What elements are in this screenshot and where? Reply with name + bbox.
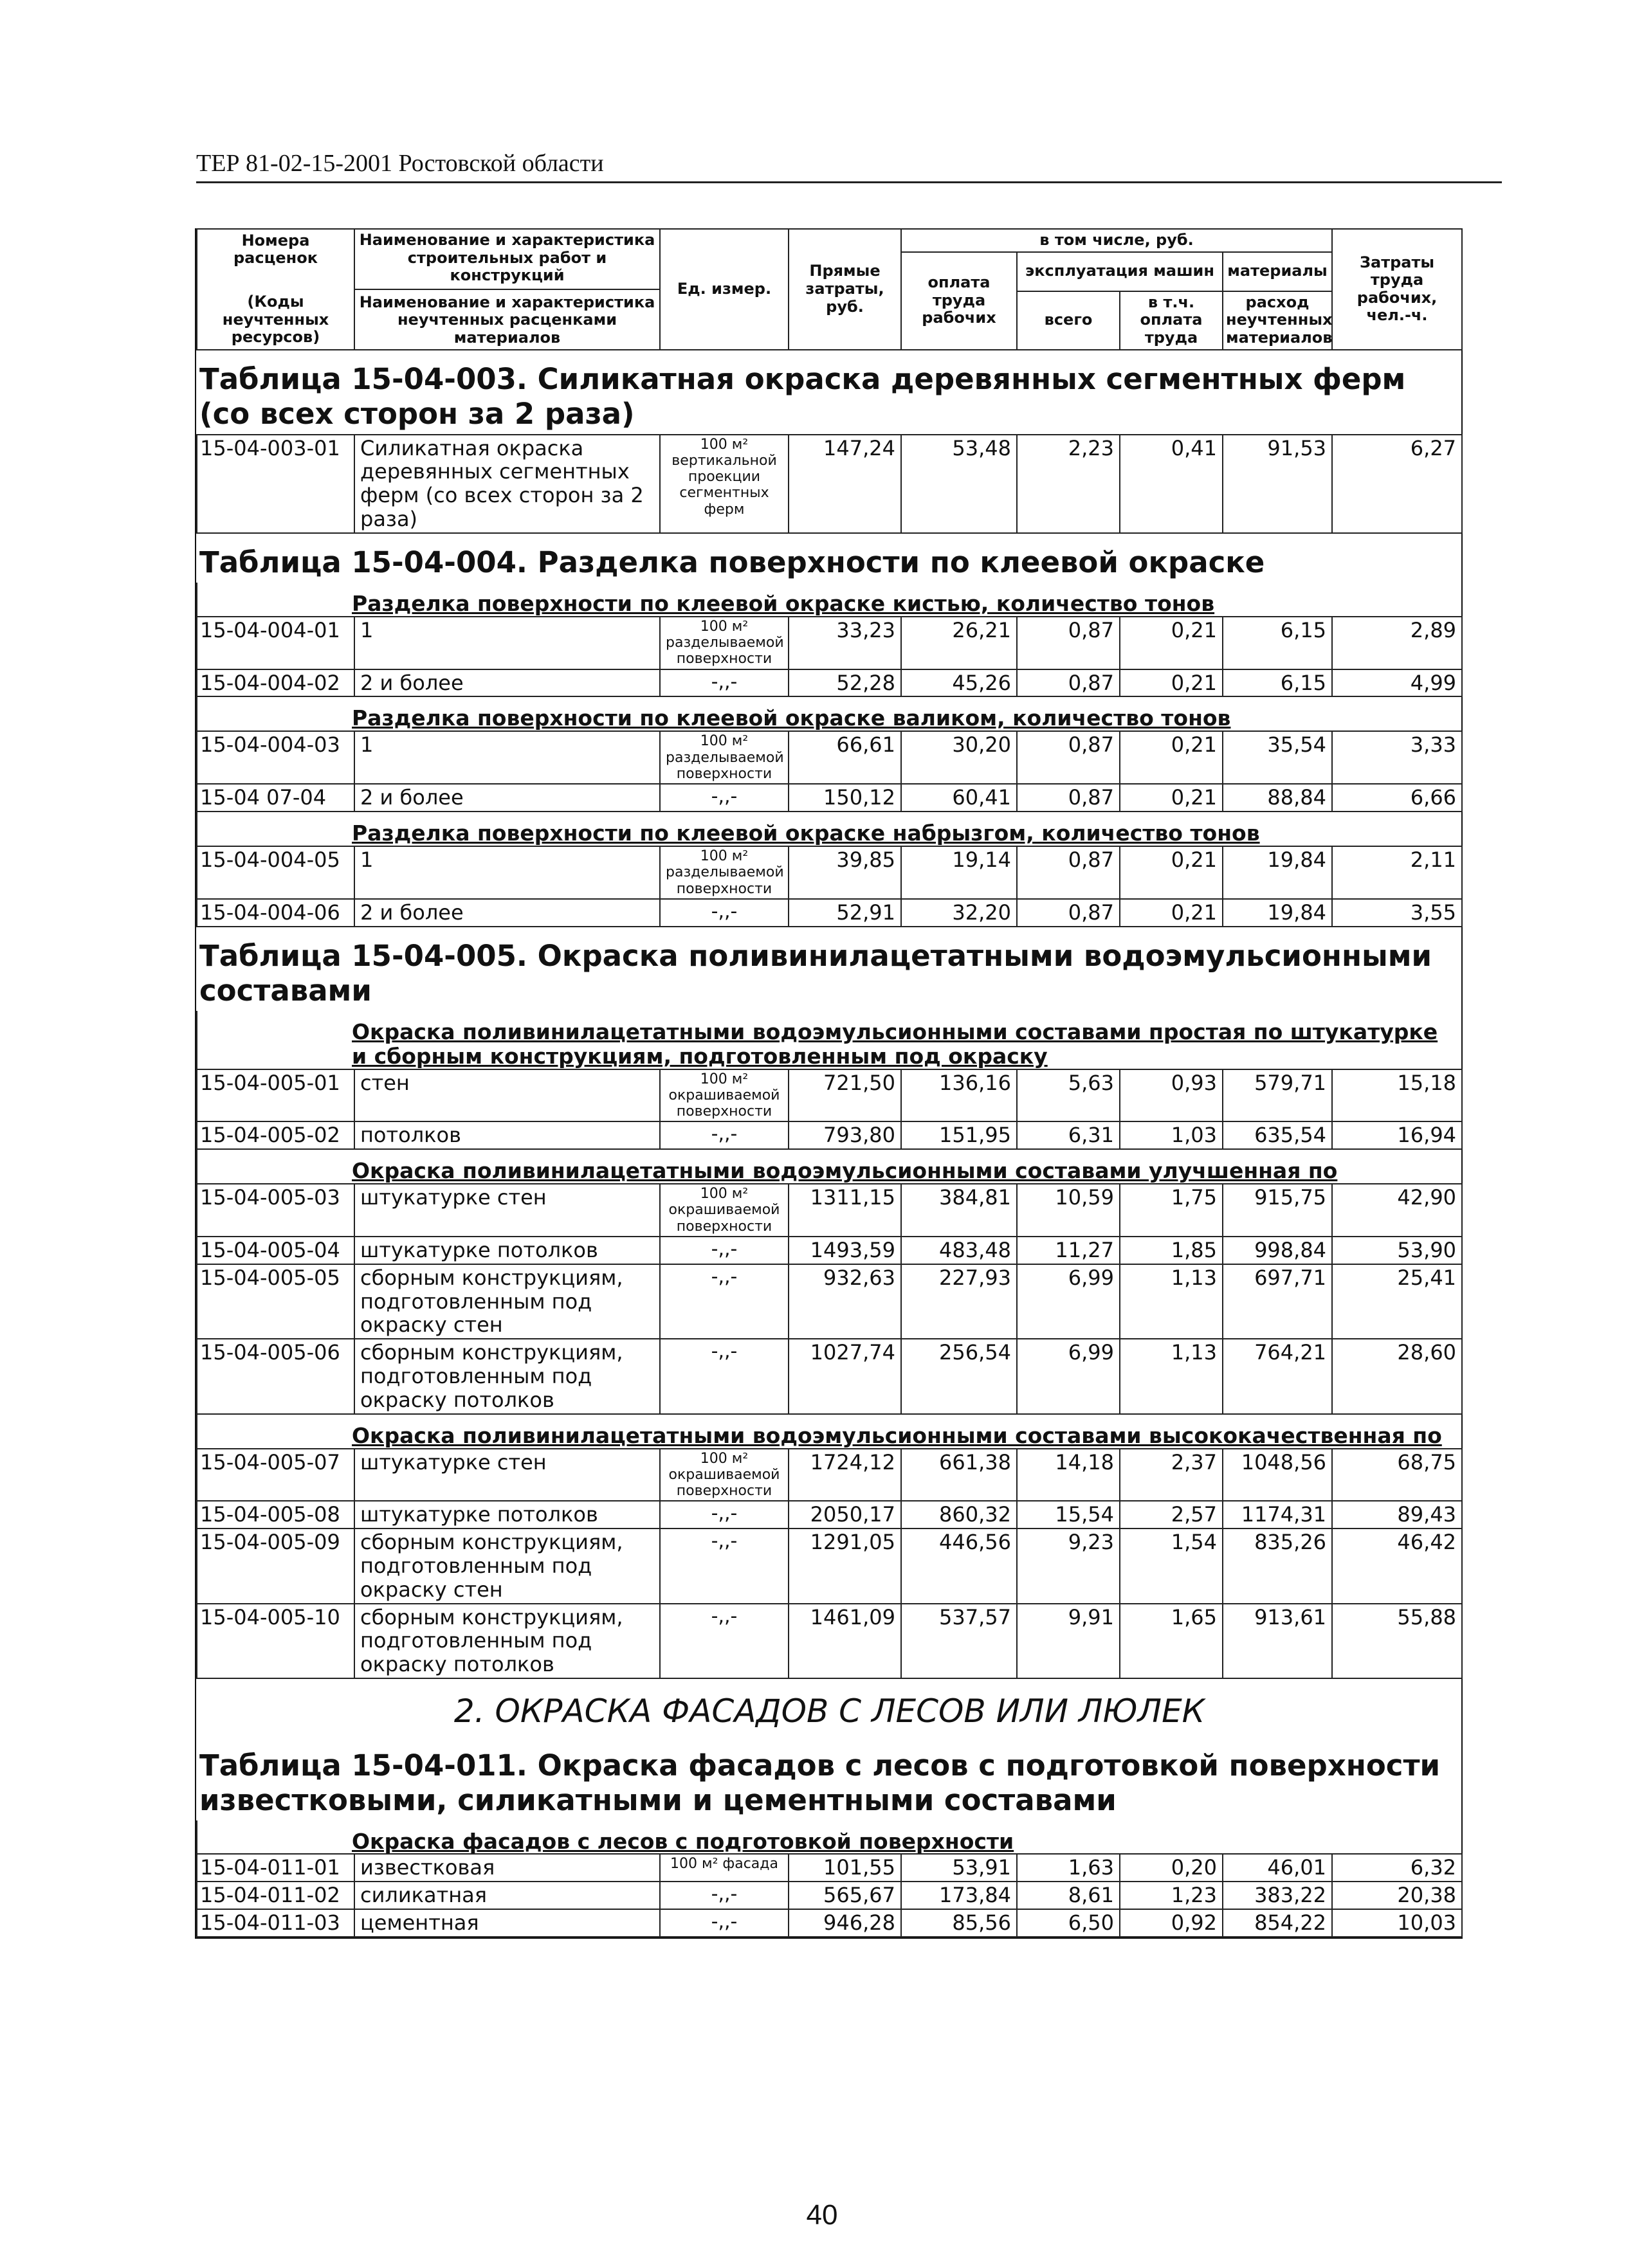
work-name: цементная bbox=[354, 1909, 660, 1937]
table-15-04-011-title bbox=[197, 1737, 1462, 1820]
rate-code: 15-04-004-06 bbox=[197, 899, 354, 927]
work-name: сборным конструкциям, подготовленным под окраску потолков bbox=[354, 1339, 660, 1413]
table-row bbox=[197, 617, 1462, 669]
table-row bbox=[197, 784, 1462, 812]
direct-cost: 33,23 bbox=[789, 617, 901, 669]
col-incl: в том числе, руб. bbox=[901, 229, 1332, 252]
direct-cost: 52,28 bbox=[789, 669, 901, 697]
rate-code: 15-04-004-05 bbox=[197, 846, 354, 899]
unit-cell: 100 м² окрашиваемой поверхности bbox=[660, 1449, 789, 1501]
direct-cost: 39,85 bbox=[789, 846, 901, 899]
labor-cost: 55,88 bbox=[1332, 1604, 1462, 1678]
machines-wage: 0,20 bbox=[1120, 1854, 1223, 1882]
col-codes-bottom: (Коды неучтенных ресурсов) bbox=[222, 292, 329, 347]
machines-total: 15,54 bbox=[1017, 1501, 1120, 1529]
machines-total: 0,87 bbox=[1017, 899, 1120, 927]
unit-cell: -,,- bbox=[660, 1909, 789, 1937]
machines-wage: 0,92 bbox=[1120, 1909, 1223, 1937]
machines-total: 6,31 bbox=[1017, 1121, 1120, 1149]
labor-cost: 25,41 bbox=[1332, 1264, 1462, 1339]
table-15-04-005-sub1 bbox=[197, 1011, 1462, 1069]
machines-total: 8,61 bbox=[1017, 1882, 1120, 1909]
wage-cost: 45,26 bbox=[901, 669, 1017, 697]
table-15-04-003-title bbox=[197, 350, 1462, 435]
unit-cell: 100 м² разделываемой поверхности bbox=[660, 731, 789, 784]
table-15-04-004-sub2 bbox=[197, 696, 1462, 731]
materials-cost: 46,01 bbox=[1223, 1854, 1332, 1882]
work-name: сборным конструкциям, подготовленным под окраску стен bbox=[354, 1264, 660, 1339]
table-row bbox=[197, 1069, 1462, 1122]
direct-cost: 2050,17 bbox=[789, 1501, 901, 1529]
labor-cost: 28,60 bbox=[1332, 1339, 1462, 1413]
materials-cost: 913,61 bbox=[1223, 1604, 1332, 1678]
machines-wage: 1,75 bbox=[1120, 1184, 1223, 1237]
labor-cost: 4,99 bbox=[1332, 669, 1462, 697]
materials-cost: 835,26 bbox=[1223, 1529, 1332, 1603]
materials-cost: 764,21 bbox=[1223, 1339, 1332, 1413]
machines-wage: 0,93 bbox=[1120, 1069, 1223, 1122]
direct-cost: 1311,15 bbox=[789, 1184, 901, 1237]
wage-cost: 227,93 bbox=[901, 1264, 1017, 1339]
work-name: 1 bbox=[354, 617, 660, 669]
wage-cost: 30,20 bbox=[901, 731, 1017, 784]
unit-cell: -,,- bbox=[660, 1604, 789, 1678]
machines-wage: 1,03 bbox=[1120, 1121, 1223, 1149]
direct-cost: 101,55 bbox=[789, 1854, 901, 1882]
table-body bbox=[197, 350, 1462, 1937]
rate-code: 15-04 07-04 bbox=[197, 784, 354, 812]
rate-code: 15-04-003-01 bbox=[197, 435, 354, 533]
labor-cost: 3,55 bbox=[1332, 899, 1462, 927]
table-15-04-004-sub3-text: Разделка поверхности по клеевой окраске набрызгом, количество тонов bbox=[197, 812, 1462, 846]
machines-total: 6,50 bbox=[1017, 1909, 1120, 1937]
col-machines-wage: в т.ч. оплата труда bbox=[1120, 291, 1223, 350]
rate-code: 15-04-005-08 bbox=[197, 1501, 354, 1529]
col-name bbox=[354, 229, 660, 350]
machines-total: 6,99 bbox=[1017, 1264, 1120, 1339]
machines-total: 5,63 bbox=[1017, 1069, 1120, 1122]
labor-cost: 3,33 bbox=[1332, 731, 1462, 784]
work-name: сборным конструкциям, подготовленным под окраску стен bbox=[354, 1529, 660, 1603]
machines-total: 0,87 bbox=[1017, 617, 1120, 669]
table-row bbox=[197, 899, 1462, 927]
table-row bbox=[197, 731, 1462, 784]
direct-cost: 1493,59 bbox=[789, 1237, 901, 1264]
wage-cost: 19,14 bbox=[901, 846, 1017, 899]
wage-cost: 85,56 bbox=[901, 1909, 1017, 1937]
machines-wage: 1,13 bbox=[1120, 1264, 1223, 1339]
unit-cell: -,,- bbox=[660, 1237, 789, 1264]
unit-cell: -,,- bbox=[660, 1264, 789, 1339]
rates-table bbox=[196, 228, 1463, 1937]
machines-wage: 1,85 bbox=[1120, 1237, 1223, 1264]
materials-cost: 579,71 bbox=[1223, 1069, 1332, 1122]
table-15-04-004-sub1 bbox=[197, 583, 1462, 617]
direct-cost: 147,24 bbox=[789, 435, 901, 533]
table-15-04-004-sub1-text: Разделка поверхности по клеевой окраске кистью, количество тонов bbox=[197, 583, 1462, 617]
labor-cost: 6,32 bbox=[1332, 1854, 1462, 1882]
work-name: 2 и более bbox=[354, 669, 660, 697]
wage-cost: 32,20 bbox=[901, 899, 1017, 927]
machines-wage: 1,13 bbox=[1120, 1339, 1223, 1413]
materials-cost: 6,15 bbox=[1223, 669, 1332, 697]
table-15-04-011-sub1 bbox=[197, 1820, 1462, 1855]
unit-cell: 100 м² вертикальной проекции сегментных ферм bbox=[660, 435, 789, 533]
work-name: известковая bbox=[354, 1854, 660, 1882]
table-row bbox=[197, 669, 1462, 697]
table-row bbox=[197, 1121, 1462, 1149]
unit-cell: 100 м² окрашиваемой поверхности bbox=[660, 1069, 789, 1122]
header-rule bbox=[196, 181, 1502, 183]
rate-code: 15-04-004-02 bbox=[197, 669, 354, 697]
col-materials: материалы bbox=[1223, 252, 1332, 291]
table-15-04-004-title bbox=[197, 533, 1462, 583]
col-codes bbox=[197, 229, 354, 350]
work-name: 1 bbox=[354, 731, 660, 784]
wage-cost: 173,84 bbox=[901, 1882, 1017, 1909]
wage-cost: 151,95 bbox=[901, 1121, 1017, 1149]
rate-code: 15-04-004-01 bbox=[197, 617, 354, 669]
wage-cost: 860,32 bbox=[901, 1501, 1017, 1529]
machines-total: 14,18 bbox=[1017, 1449, 1120, 1501]
machines-wage: 0,21 bbox=[1120, 899, 1223, 927]
col-name-bottom: Наименование и характеристика неучтенных расценками материалов bbox=[355, 289, 659, 347]
materials-cost: 915,75 bbox=[1223, 1184, 1332, 1237]
wage-cost: 136,16 bbox=[901, 1069, 1017, 1122]
work-name: силикатная bbox=[354, 1882, 660, 1909]
direct-cost: 1724,12 bbox=[789, 1449, 901, 1501]
labor-cost: 42,90 bbox=[1332, 1184, 1462, 1237]
machines-total: 9,23 bbox=[1017, 1529, 1120, 1603]
work-name: 1 bbox=[354, 846, 660, 899]
rates-table-wrapper bbox=[195, 228, 1463, 1939]
table-15-04-004-sub3 bbox=[197, 812, 1462, 846]
col-wage: оплата труда рабочих bbox=[901, 252, 1017, 350]
table-row bbox=[197, 1449, 1462, 1501]
wage-cost: 446,56 bbox=[901, 1529, 1017, 1603]
col-direct: Прямые затраты, руб. bbox=[789, 229, 901, 350]
materials-cost: 383,22 bbox=[1223, 1882, 1332, 1909]
rate-code: 15-04-005-02 bbox=[197, 1121, 354, 1149]
table-row bbox=[197, 846, 1462, 899]
table-15-04-004-title-text: Таблица 15-04-004. Разделка поверхности по клеевой окраске bbox=[199, 545, 1265, 579]
unit-cell: -,,- bbox=[660, 1501, 789, 1529]
table-15-04-005-title bbox=[197, 927, 1462, 1011]
rate-code: 15-04-005-01 bbox=[197, 1069, 354, 1122]
work-name: штукатурке стен bbox=[354, 1184, 660, 1237]
materials-cost: 1174,31 bbox=[1223, 1501, 1332, 1529]
direct-cost: 721,50 bbox=[789, 1069, 901, 1122]
col-machines: эксплуатация машин bbox=[1017, 252, 1223, 291]
col-materials-unrec: расход неучтенных материалов bbox=[1223, 291, 1332, 350]
direct-cost: 66,61 bbox=[789, 731, 901, 784]
labor-cost: 68,75 bbox=[1332, 1449, 1462, 1501]
unit-cell: 100 м² разделываемой поверхности bbox=[660, 846, 789, 899]
wage-cost: 53,48 bbox=[901, 435, 1017, 533]
direct-cost: 1027,74 bbox=[789, 1339, 901, 1413]
machines-total: 11,27 bbox=[1017, 1237, 1120, 1264]
direct-cost: 946,28 bbox=[789, 1909, 901, 1937]
table-row bbox=[197, 1237, 1462, 1264]
section-2-title bbox=[197, 1678, 1462, 1737]
machines-wage: 0,21 bbox=[1120, 846, 1223, 899]
table-row bbox=[197, 1529, 1462, 1603]
direct-cost: 1291,05 bbox=[789, 1529, 901, 1603]
labor-cost: 16,94 bbox=[1332, 1121, 1462, 1149]
table-row bbox=[197, 1882, 1462, 1909]
machines-wage: 0,21 bbox=[1120, 784, 1223, 812]
table-15-04-005-sub3 bbox=[197, 1414, 1462, 1449]
col-name-top: Наименование и характеристика строительных работ и конструкций bbox=[359, 231, 655, 285]
wage-cost: 483,48 bbox=[901, 1237, 1017, 1264]
materials-cost: 19,84 bbox=[1223, 846, 1332, 899]
table-15-04-005-title-text: Таблица 15-04-005. Окраска поливинилацетатными водоэмульсионными составами bbox=[199, 938, 1432, 1008]
machines-wage: 0,21 bbox=[1120, 669, 1223, 697]
direct-cost: 793,80 bbox=[789, 1121, 901, 1149]
wage-cost: 53,91 bbox=[901, 1854, 1017, 1882]
machines-total: 0,87 bbox=[1017, 846, 1120, 899]
machines-wage: 1,65 bbox=[1120, 1604, 1223, 1678]
materials-cost: 635,54 bbox=[1223, 1121, 1332, 1149]
unit-cell: 100 м² разделываемой поверхности bbox=[660, 617, 789, 669]
labor-cost: 20,38 bbox=[1332, 1882, 1462, 1909]
col-machines-total: всего bbox=[1017, 291, 1120, 350]
table-15-04-004-sub2-text: Разделка поверхности по клеевой окраске валиком, количество тонов bbox=[197, 696, 1462, 731]
table-row bbox=[197, 1184, 1462, 1237]
unit-cell: -,,- bbox=[660, 1121, 789, 1149]
labor-cost: 53,90 bbox=[1332, 1237, 1462, 1264]
rate-code: 15-04-005-05 bbox=[197, 1264, 354, 1339]
wage-cost: 60,41 bbox=[901, 784, 1017, 812]
table-header bbox=[197, 229, 1462, 350]
materials-cost: 1048,56 bbox=[1223, 1449, 1332, 1501]
labor-cost: 10,03 bbox=[1332, 1909, 1462, 1937]
materials-cost: 998,84 bbox=[1223, 1237, 1332, 1264]
machines-wage: 0,41 bbox=[1120, 435, 1223, 533]
work-name: 2 и более bbox=[354, 899, 660, 927]
table-row bbox=[197, 1339, 1462, 1413]
rate-code: 15-04-011-01 bbox=[197, 1854, 354, 1882]
work-name: стен bbox=[354, 1069, 660, 1122]
machines-wage: 2,37 bbox=[1120, 1449, 1223, 1501]
table-row bbox=[197, 1909, 1462, 1937]
table-15-04-003-title-text: Таблица 15-04-003. Силикатная окраска деревянных сегментных ферм (со всех сторон за 2 раза) bbox=[199, 361, 1406, 431]
table-15-04-011-title-text: Таблица 15-04-011. Окраска фасадов с лесов с подготовкой поверхности известковыми, силикатными и цементными составами bbox=[199, 1748, 1441, 1817]
unit-cell: 100 м² фасада bbox=[660, 1854, 789, 1882]
machines-total: 6,99 bbox=[1017, 1339, 1120, 1413]
document-header: ТЕР 81-02-15-2001 Ростовской области bbox=[196, 150, 604, 177]
materials-cost: 88,84 bbox=[1223, 784, 1332, 812]
rate-code: 15-04-005-07 bbox=[197, 1449, 354, 1501]
table-15-04-005-sub3-text: Окраска поливинилацетатными водоэмульсионными составами высококачественная по bbox=[197, 1414, 1462, 1449]
labor-cost: 89,43 bbox=[1332, 1501, 1462, 1529]
wage-cost: 26,21 bbox=[901, 617, 1017, 669]
machines-total: 0,87 bbox=[1017, 731, 1120, 784]
materials-cost: 697,71 bbox=[1223, 1264, 1332, 1339]
work-name: потолков bbox=[354, 1121, 660, 1149]
labor-cost: 6,27 bbox=[1332, 435, 1462, 533]
unit-cell: -,,- bbox=[660, 1882, 789, 1909]
table-row bbox=[197, 435, 1462, 533]
unit-cell: -,,- bbox=[660, 784, 789, 812]
machines-total: 1,63 bbox=[1017, 1854, 1120, 1882]
table-15-04-005-sub2-text: Окраска поливинилацетатными водоэмульсионными составами улучшенная по bbox=[197, 1149, 1462, 1184]
unit-cell: -,,- bbox=[660, 1339, 789, 1413]
direct-cost: 150,12 bbox=[789, 784, 901, 812]
work-name: штукатурке стен bbox=[354, 1449, 660, 1501]
col-unit: Ед. измер. bbox=[660, 229, 789, 350]
page-number: 40 bbox=[806, 2199, 838, 2231]
rate-code: 15-04-005-10 bbox=[197, 1604, 354, 1678]
rate-code: 15-04-011-03 bbox=[197, 1909, 354, 1937]
rate-code: 15-04-005-09 bbox=[197, 1529, 354, 1603]
table-15-04-011-sub1-text: Окраска фасадов с лесов с подготовкой поверхности bbox=[197, 1820, 1462, 1855]
labor-cost: 2,11 bbox=[1332, 846, 1462, 899]
machines-total: 0,87 bbox=[1017, 784, 1120, 812]
machines-total: 2,23 bbox=[1017, 435, 1120, 533]
machines-total: 10,59 bbox=[1017, 1184, 1120, 1237]
labor-cost: 2,89 bbox=[1332, 617, 1462, 669]
materials-cost: 6,15 bbox=[1223, 617, 1332, 669]
machines-total: 0,87 bbox=[1017, 669, 1120, 697]
table-15-04-005-sub2 bbox=[197, 1149, 1462, 1184]
col-codes-top: Номера расценок bbox=[233, 231, 318, 268]
work-name: штукатурке потолков bbox=[354, 1501, 660, 1529]
machines-wage: 0,21 bbox=[1120, 617, 1223, 669]
rate-code: 15-04-005-06 bbox=[197, 1339, 354, 1413]
work-name: штукатурке потолков bbox=[354, 1237, 660, 1264]
unit-cell: -,,- bbox=[660, 1529, 789, 1603]
table-15-04-005-sub1-text: Окраска поливинилацетатными водоэмульсионными составами простая по штукатурке и сборным конструкциям, подготовленным под окраску bbox=[197, 1011, 1462, 1069]
direct-cost: 1461,09 bbox=[789, 1604, 901, 1678]
materials-cost: 35,54 bbox=[1223, 731, 1332, 784]
wage-cost: 256,54 bbox=[901, 1339, 1017, 1413]
direct-cost: 565,67 bbox=[789, 1882, 901, 1909]
rate-code: 15-04-005-04 bbox=[197, 1237, 354, 1264]
table-row bbox=[197, 1604, 1462, 1678]
labor-cost: 6,66 bbox=[1332, 784, 1462, 812]
work-name: Силикатная окраска деревянных сегментных ферм (со всех сторон за 2 раза) bbox=[354, 435, 660, 533]
wage-cost: 384,81 bbox=[901, 1184, 1017, 1237]
table-row bbox=[197, 1501, 1462, 1529]
wage-cost: 537,57 bbox=[901, 1604, 1017, 1678]
machines-wage: 1,23 bbox=[1120, 1882, 1223, 1909]
rate-code: 15-04-011-02 bbox=[197, 1882, 354, 1909]
work-name: 2 и более bbox=[354, 784, 660, 812]
machines-wage: 0,21 bbox=[1120, 731, 1223, 784]
materials-cost: 19,84 bbox=[1223, 899, 1332, 927]
machines-total: 9,91 bbox=[1017, 1604, 1120, 1678]
labor-cost: 46,42 bbox=[1332, 1529, 1462, 1603]
wage-cost: 661,38 bbox=[901, 1449, 1017, 1501]
materials-cost: 91,53 bbox=[1223, 435, 1332, 533]
unit-cell: 100 м² окрашиваемой поверхности bbox=[660, 1184, 789, 1237]
direct-cost: 52,91 bbox=[789, 899, 901, 927]
machines-wage: 2,57 bbox=[1120, 1501, 1223, 1529]
unit-cell: -,,- bbox=[660, 669, 789, 697]
machines-wage: 1,54 bbox=[1120, 1529, 1223, 1603]
rate-code: 15-04-005-03 bbox=[197, 1184, 354, 1237]
materials-cost: 854,22 bbox=[1223, 1909, 1332, 1937]
unit-cell: -,,- bbox=[660, 899, 789, 927]
section-2-title-text: 2. ОКРАСКА ФАСАДОВ С ЛЕСОВ ИЛИ ЛЮЛЕК bbox=[453, 1692, 1205, 1730]
table-row bbox=[197, 1854, 1462, 1882]
rate-code: 15-04-004-03 bbox=[197, 731, 354, 784]
work-name: сборным конструкциям, подготовленным под окраску потолков bbox=[354, 1604, 660, 1678]
col-labor: Затраты труда рабочих, чел.-ч. bbox=[1332, 229, 1462, 350]
direct-cost: 932,63 bbox=[789, 1264, 901, 1339]
table-row bbox=[197, 1264, 1462, 1339]
labor-cost: 15,18 bbox=[1332, 1069, 1462, 1122]
